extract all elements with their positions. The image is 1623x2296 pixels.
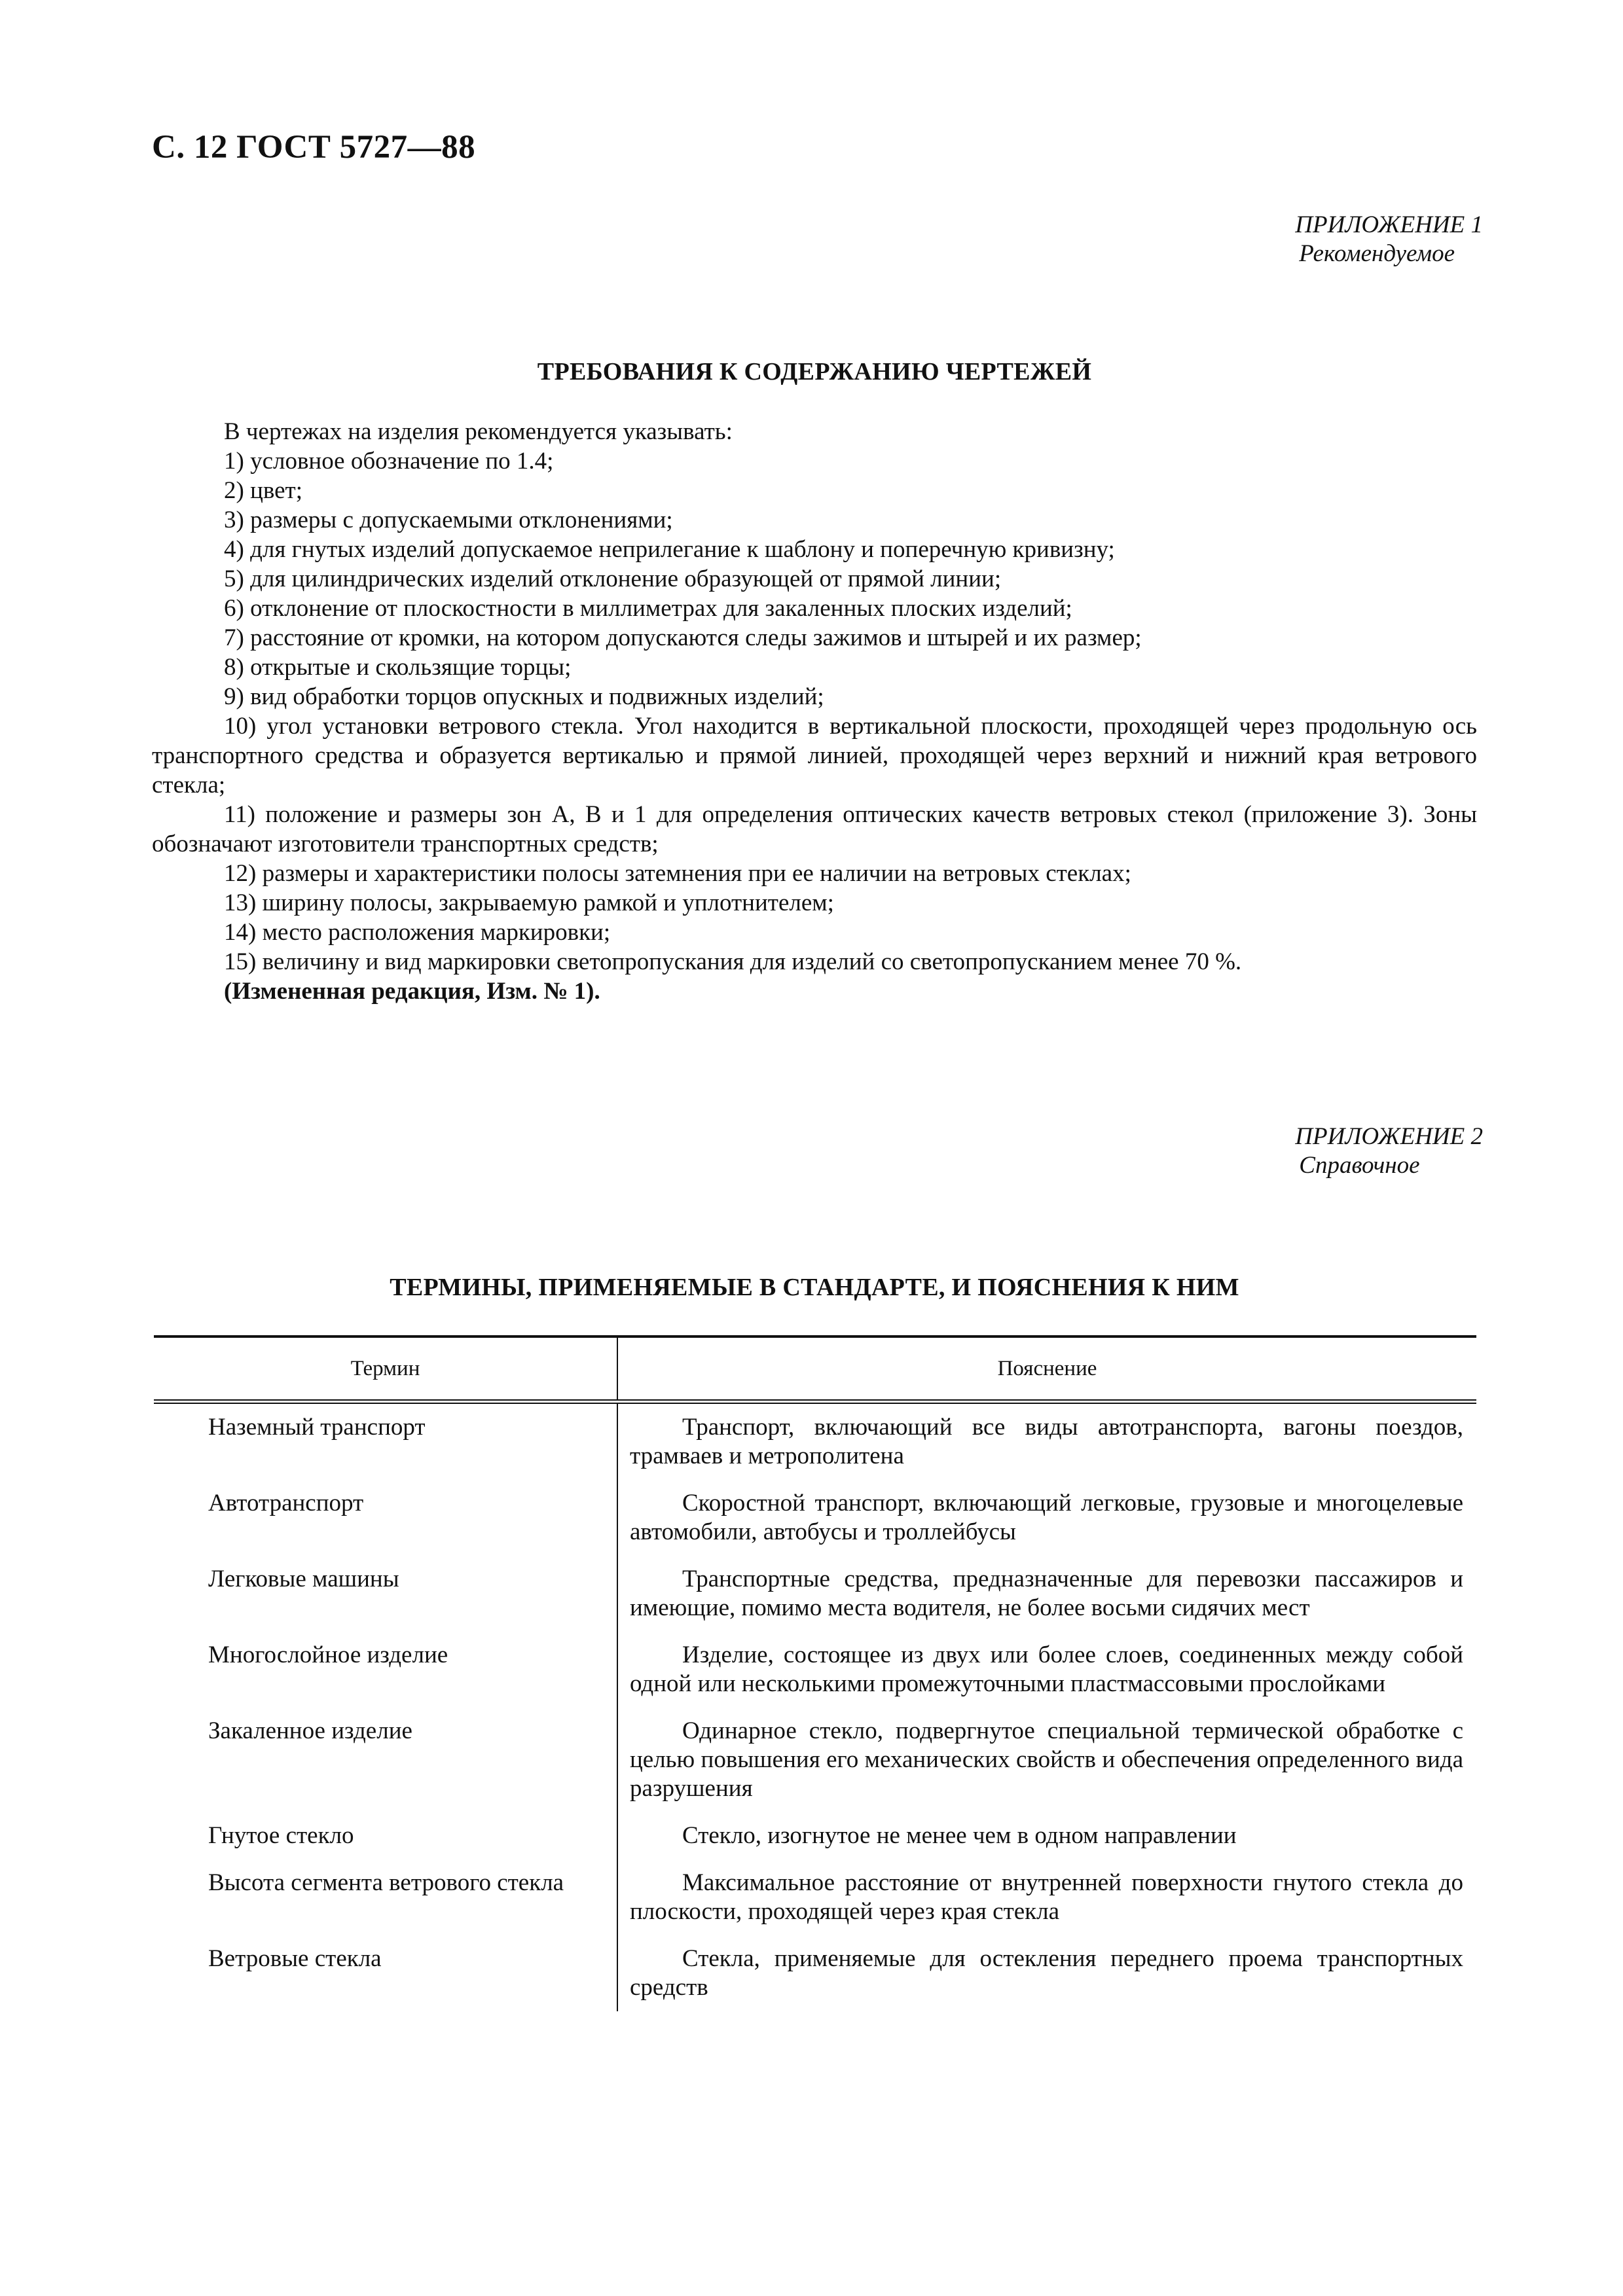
page-header: С. 12 ГОСТ 5727—88 [152,129,476,166]
table-row [154,1402,1476,1480]
term-cell: Многослойное изделие [154,1632,617,1708]
table-row [154,1708,1476,1812]
column-header-term: Термин [154,1336,617,1402]
requirements-list [152,417,1477,1006]
list-item: 14) место расположения маркировки; [224,919,611,946]
appendix-2-status: Справочное [1299,1152,1420,1179]
list-item: 12) размеры и характеристики полосы затемнения при ее наличии на ветровых стеклах; [224,860,1131,887]
list-item: 10) угол установки ветрового стекла. Угол находится в вертикальной плоскости, проходящей через продольную ось транспортного средства и образуется вертикалью и прямой линией, проходящей через верхний и нижний края ветрового стекла; [152,713,1477,798]
appendix-1-title: ПРИЛОЖЕНИЕ 1 [1295,211,1483,238]
table-header-row [154,1336,1476,1402]
amendment-note: (Измененная редакция, Изм. № 1). [224,978,600,1005]
term-cell: Высота сегмента ветрового стекла [154,1859,617,1935]
column-header-explanation: Пояснение [617,1336,1476,1402]
list-item: 13) ширину полосы, закрываемую рамкой и уплотнителем; [224,889,834,916]
term-cell: Автотранспорт [154,1480,617,1556]
table-row [154,1556,1476,1632]
list-item: 4) для гнутых изделий допускаемое неприлегание к шаблону и поперечную кривизну; [224,536,1115,563]
explanation-cell: Стекло, изогнутое не менее чем в одном направлении [682,1822,1237,1849]
explanation-cell: Стекла, применяемые для остекления переднего проема транспортных средств [630,1945,1463,2001]
table-row [154,1812,1476,1859]
list-item: 5) для цилиндрических изделий отклонение образующей от прямой линии; [224,565,1002,592]
section-title-terms: ТЕРМИНЫ, ПРИМЕНЯЕМЫЕ В СТАНДАРТЕ, И ПОЯСНЕНИЯ К НИМ [390,1274,1239,1301]
explanation-cell: Максимальное расстояние от внутренней поверхности гнутого стекла до плоскости, проходящей через края стекла [630,1869,1463,1925]
term-cell: Гнутое стекло [154,1812,617,1859]
appendix-1-status: Рекомендуемое [1299,240,1455,267]
list-item: 7) расстояние от кромки, на котором допускаются следы зажимов и штырей и их размер; [224,624,1142,651]
explanation-cell: Транспортные средства, предназначенные для перевозки пассажиров и имеющие, помимо места водителя, не более восьми сидячих мест [630,1566,1463,1621]
terms-table [154,1335,1476,2011]
requirements-intro: В чертежах на изделия рекомендуется указывать: [224,418,733,445]
explanation-cell: Изделие, состоящее из двух или более слоев, соединенных между собой одной или несколькими промежуточными пластмассовыми прослойками [630,1641,1463,1697]
list-item: 6) отклонение от плоскостности в миллиметрах для закаленных плоских изделий; [224,595,1072,622]
section-title-drawing-requirements: ТРЕБОВАНИЯ К СОДЕРЖАНИЮ ЧЕРТЕЖЕЙ [537,358,1092,386]
list-item: 3) размеры с допускаемыми отклонениями; [224,507,673,533]
term-cell: Наземный транспорт [154,1402,617,1480]
term-cell: Легковые машины [154,1556,617,1632]
table-row [154,1632,1476,1708]
table-row [154,1480,1476,1556]
table-row [154,1859,1476,1935]
term-cell: Закаленное изделие [154,1708,617,1812]
list-item: 11) положение и размеры зон А, В и 1 для определения оптических качеств ветровых стекол (приложение 3). Зоны обозначают изготовители транспортных средств; [152,801,1477,857]
list-item: 1) условное обозначение по 1.4; [224,448,554,475]
list-item: 9) вид обработки торцов опускных и подвижных изделий; [224,683,824,710]
explanation-cell: Транспорт, включающий все виды автотранспорта, вагоны поездов, трамваев и метрополитена [630,1414,1463,1469]
list-item: 8) открытые и скользящие торцы; [224,654,572,681]
explanation-cell: Одинарное стекло, подвергнутое специальной термической обработке с целью повышения его механических свойств и обеспечения определенного вида разрушения [630,1717,1463,1802]
list-item: 15) величину и вид маркировки светопропускания для изделий со светопропусканием менее 70 %. [224,948,1242,975]
list-item: 2) цвет; [224,477,302,504]
explanation-cell: Скоростной транспорт, включающий легковые, грузовые и многоцелевые автомобили, автобусы и троллейбусы [630,1490,1463,1545]
table-row [154,1935,1476,2011]
appendix-2-title: ПРИЛОЖЕНИЕ 2 [1295,1123,1483,1150]
appendix-1-label [1295,211,1483,268]
term-cell: Ветровые стекла [154,1935,617,2011]
appendix-2-label [1295,1122,1483,1180]
